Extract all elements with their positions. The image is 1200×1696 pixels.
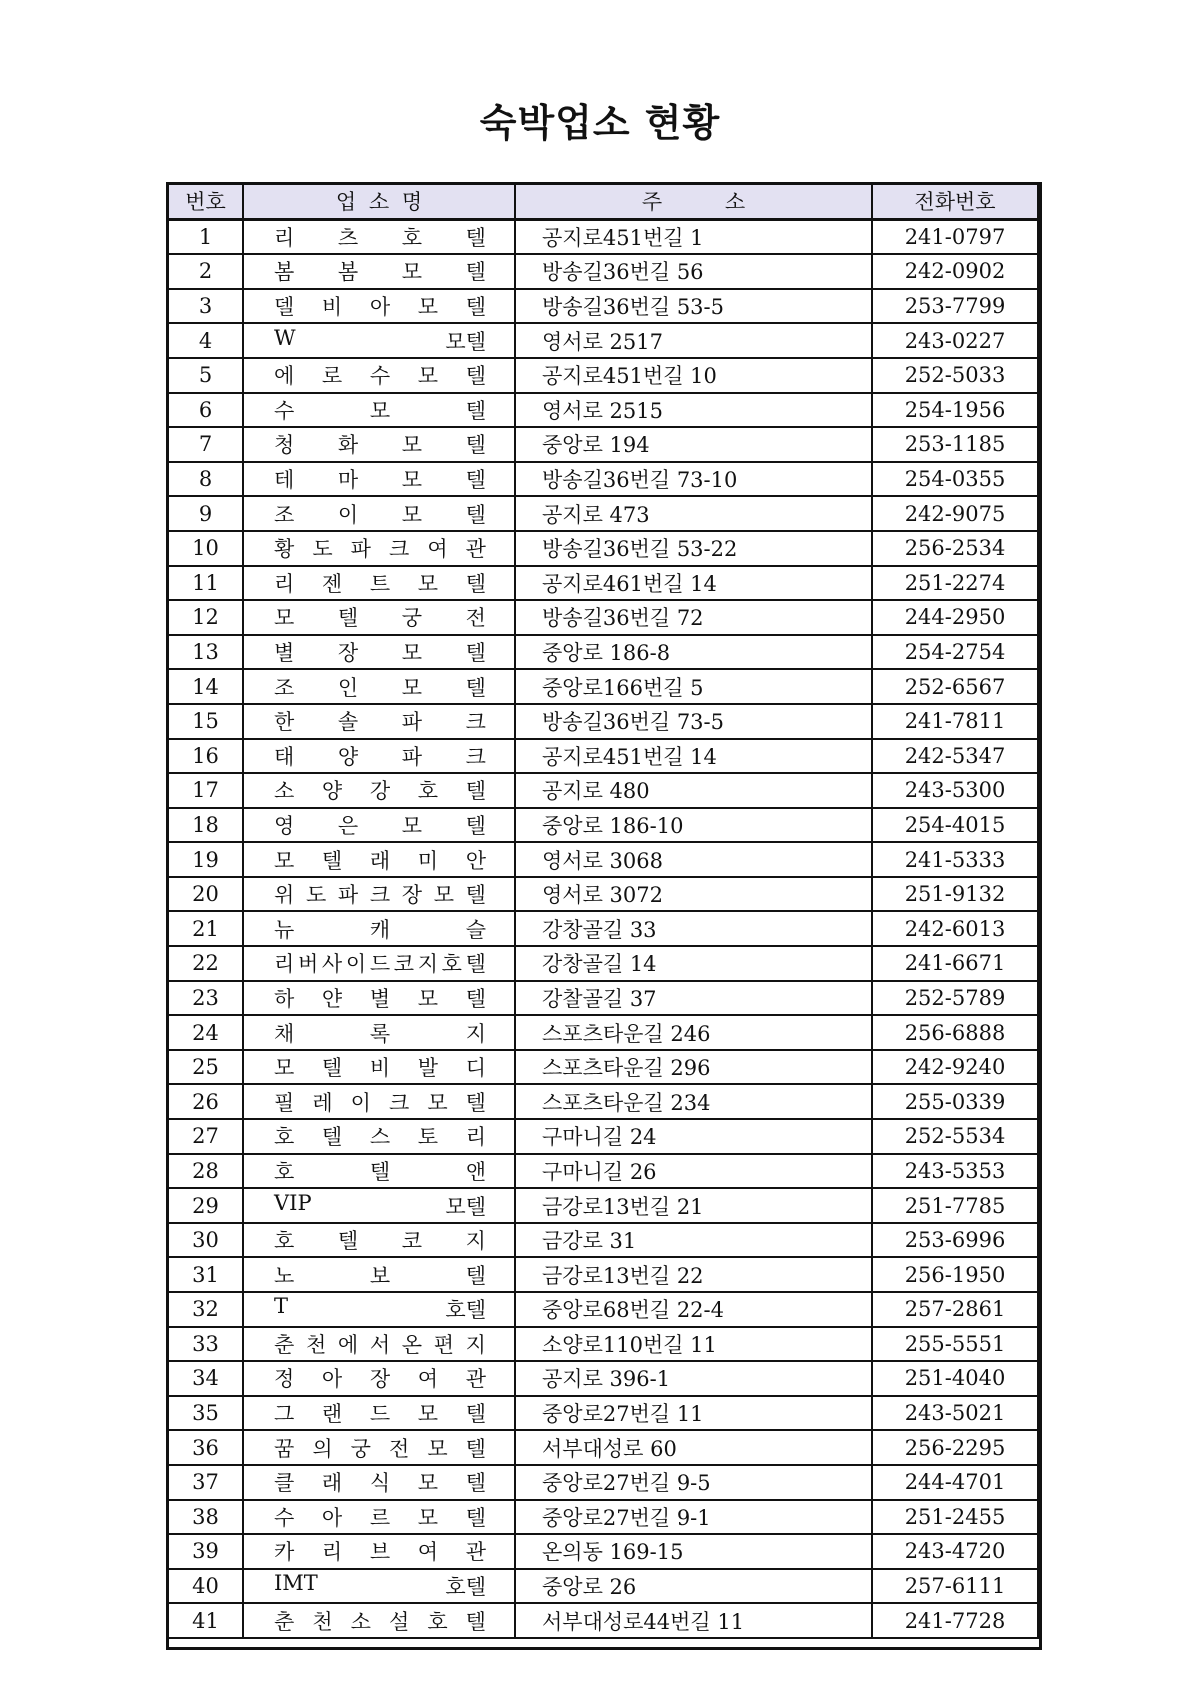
address: 방송길36번길 53-5 [515, 289, 872, 324]
table-row [168, 1119, 1038, 1154]
page-title: 숙박업소 현황 [479, 101, 721, 145]
business-name-text: 춘 천 에 서 온 편 지 [274, 1332, 486, 1357]
business-name [243, 1188, 515, 1223]
business-name-text: 채 록 지 [274, 1021, 486, 1046]
table-row [168, 289, 1038, 324]
business-name [243, 773, 515, 808]
business-name [243, 462, 515, 497]
business-name-text: 한 솔 파 크 [274, 710, 486, 735]
row-number: 15 [168, 704, 243, 739]
table-row [168, 1396, 1038, 1431]
business-name [243, 1603, 515, 1638]
row-number: 26 [168, 1084, 243, 1119]
address: 중앙로 186-10 [515, 808, 872, 843]
table-row [168, 1500, 1038, 1535]
phone-number: 251-9132 [872, 877, 1038, 912]
table-row [168, 1050, 1038, 1085]
phone-number: 244-2950 [872, 600, 1038, 635]
business-name [243, 219, 515, 254]
phone-number: 251-2274 [872, 566, 1038, 601]
address: 공지로 473 [515, 496, 872, 531]
phone-number: 253-7799 [872, 289, 1038, 324]
table-row [168, 1327, 1038, 1362]
business-name-text: 카 리 브 여 관 [274, 1540, 486, 1565]
row-number: 22 [168, 946, 243, 981]
phone-number: 254-0355 [872, 462, 1038, 497]
business-name [243, 1396, 515, 1431]
address: 중앙로 186-8 [515, 635, 872, 670]
phone-number: 251-2455 [872, 1500, 1038, 1535]
address: 스포츠타운길 246 [515, 1015, 872, 1050]
business-name [243, 1154, 515, 1189]
phone-number: 257-6111 [872, 1569, 1038, 1604]
row-number: 7 [168, 427, 243, 462]
table-row [168, 739, 1038, 774]
phone-number: 241-7728 [872, 1603, 1038, 1638]
table-row [168, 981, 1038, 1016]
address: 중앙로 26 [515, 1569, 872, 1604]
row-number: 39 [168, 1534, 243, 1569]
business-name-text: 태 양 파 크 [274, 744, 486, 769]
phone-number: 253-6996 [872, 1223, 1038, 1258]
address: 공지로451번길 10 [515, 358, 872, 393]
phone-number: 252-6567 [872, 669, 1038, 704]
address: 강찰골길 37 [515, 981, 872, 1016]
phone-number: 242-9075 [872, 496, 1038, 531]
row-number: 20 [168, 877, 243, 912]
phone-number: 243-0227 [872, 323, 1038, 358]
row-number: 36 [168, 1430, 243, 1465]
table-row [168, 1430, 1038, 1465]
business-name [243, 981, 515, 1016]
table-row [168, 1154, 1038, 1189]
business-name-text: 위 도 파 크 장 모 텔 [274, 883, 486, 908]
phone-number: 255-0339 [872, 1084, 1038, 1119]
business-name [243, 323, 515, 358]
address: 서부대성로 60 [515, 1430, 872, 1465]
table-row [168, 808, 1038, 843]
table-row [168, 496, 1038, 531]
business-name-text: 호 텔 앤 [274, 1159, 486, 1184]
row-number: 14 [168, 669, 243, 704]
business-name-text: 필 레 이 크 모 텔 [274, 1090, 486, 1115]
column-header-address: 주 소 [515, 184, 872, 219]
table-row [168, 635, 1038, 670]
business-name [243, 531, 515, 566]
table-row [168, 1188, 1038, 1223]
business-name [243, 496, 515, 531]
row-number: 11 [168, 566, 243, 601]
row-number: 18 [168, 808, 243, 843]
phone-number: 254-2754 [872, 635, 1038, 670]
table-row [168, 1257, 1038, 1292]
business-name [243, 1015, 515, 1050]
table-row [168, 1465, 1038, 1500]
phone-number: 256-2295 [872, 1430, 1038, 1465]
business-name-text: 하 얀 별 모 텔 [274, 986, 486, 1011]
table-row [168, 219, 1038, 254]
row-number: 25 [168, 1050, 243, 1085]
row-number: 1 [168, 219, 243, 254]
column-header-number: 번호 [168, 184, 243, 219]
address: 소양로110번길 11 [515, 1327, 872, 1362]
business-name [243, 808, 515, 843]
table-row [168, 1292, 1038, 1327]
phone-number: 243-4720 [872, 1534, 1038, 1569]
address: 금강로13번길 21 [515, 1188, 872, 1223]
table-row [168, 1534, 1038, 1569]
row-number: 31 [168, 1257, 243, 1292]
business-name [243, 1534, 515, 1569]
address: 스포츠타운길 296 [515, 1050, 872, 1085]
phone-number: 241-0797 [872, 219, 1038, 254]
business-name-text: 봄 봄 모 텔 [274, 260, 486, 285]
business-name [243, 842, 515, 877]
table-row [168, 1084, 1038, 1119]
business-name-text: 에 로 수 모 텔 [274, 364, 486, 389]
address: 금강로 31 [515, 1223, 872, 1258]
business-name-text: 호 텔 코 지 [274, 1229, 486, 1254]
address: 구마니길 24 [515, 1119, 872, 1154]
row-number: 12 [168, 600, 243, 635]
business-name-text: VIP 모텔 [274, 1190, 486, 1219]
table-row [168, 1361, 1038, 1396]
business-name-text: 황 도 파 크 여 관 [274, 537, 486, 562]
business-name-text: 꿈 의 궁 전 모 텔 [274, 1436, 486, 1461]
table-row [168, 946, 1038, 981]
row-number: 29 [168, 1188, 243, 1223]
table-row [168, 1603, 1038, 1638]
address: 스포츠타운길 234 [515, 1084, 872, 1119]
business-name-text: 모 텔 비 발 디 [274, 1056, 486, 1081]
phone-number: 242-5347 [872, 739, 1038, 774]
business-name [243, 877, 515, 912]
business-name-text: 노 보 텔 [274, 1263, 486, 1288]
address: 공지로 480 [515, 773, 872, 808]
business-name-text: 모 텔 래 미 안 [274, 848, 486, 873]
business-name-text: 별 장 모 텔 [274, 641, 486, 666]
address: 영서로 3068 [515, 842, 872, 877]
table-row [168, 669, 1038, 704]
phone-number: 252-5033 [872, 358, 1038, 393]
address: 방송길36번길 73-10 [515, 462, 872, 497]
phone-number: 244-4701 [872, 1465, 1038, 1500]
row-number: 27 [168, 1119, 243, 1154]
business-name [243, 1465, 515, 1500]
business-name [243, 911, 515, 946]
address: 방송길36번길 73-5 [515, 704, 872, 739]
table-row [168, 704, 1038, 739]
phone-number: 242-0902 [872, 254, 1038, 289]
business-name [243, 1430, 515, 1465]
phone-number: 241-6671 [872, 946, 1038, 981]
business-name-text: 청 화 모 텔 [274, 433, 486, 458]
business-name-text: W 모텔 [274, 325, 486, 354]
address: 방송길36번길 56 [515, 254, 872, 289]
row-number: 32 [168, 1292, 243, 1327]
phone-number: 252-5789 [872, 981, 1038, 1016]
row-number: 6 [168, 393, 243, 428]
business-name [243, 946, 515, 981]
phone-number: 254-4015 [872, 808, 1038, 843]
table-row [168, 600, 1038, 635]
business-name [243, 1050, 515, 1085]
business-name-text: 뉴 캐 슬 [274, 917, 486, 942]
column-header-phone: 전화번호 [872, 184, 1038, 219]
business-name-text: 모 텔 궁 전 [274, 606, 486, 631]
address: 방송길36번길 53-22 [515, 531, 872, 566]
address: 중앙로27번길 9-5 [515, 1465, 872, 1500]
business-name-text: 리 츠 호 텔 [274, 225, 486, 250]
business-name [243, 600, 515, 635]
business-name-text: 수 아 르 모 텔 [274, 1505, 486, 1530]
business-name [243, 1257, 515, 1292]
row-number: 23 [168, 981, 243, 1016]
lodging-table [167, 183, 1039, 1639]
business-name [243, 1223, 515, 1258]
address: 공지로451번길 1 [515, 219, 872, 254]
address: 강창골길 33 [515, 911, 872, 946]
phone-number: 255-5551 [872, 1327, 1038, 1362]
business-name [243, 669, 515, 704]
business-name-text: 정 아 장 여 관 [274, 1367, 486, 1392]
business-name-text: 조 인 모 텔 [274, 675, 486, 700]
business-name [243, 1361, 515, 1396]
business-name-text: 호 텔 스 토 리 [274, 1125, 486, 1150]
address: 중앙로166번길 5 [515, 669, 872, 704]
business-name [243, 704, 515, 739]
address: 방송길36번길 72 [515, 600, 872, 635]
row-number: 30 [168, 1223, 243, 1258]
table-row [168, 1569, 1038, 1604]
phone-number: 243-5300 [872, 773, 1038, 808]
address: 공지로 396-1 [515, 1361, 872, 1396]
phone-number: 241-7811 [872, 704, 1038, 739]
business-name-text: 소 양 강 호 텔 [274, 779, 486, 804]
row-number: 28 [168, 1154, 243, 1189]
address: 강창골길 14 [515, 946, 872, 981]
table-body [168, 219, 1038, 1638]
table-row [168, 427, 1038, 462]
row-number: 2 [168, 254, 243, 289]
business-name [243, 254, 515, 289]
business-name-text: 그 랜 드 모 텔 [274, 1402, 486, 1427]
address: 영서로 2517 [515, 323, 872, 358]
row-number: 4 [168, 323, 243, 358]
table-row [168, 393, 1038, 428]
address: 중앙로27번길 9-1 [515, 1500, 872, 1535]
address: 서부대성로44번길 11 [515, 1603, 872, 1638]
business-name [243, 427, 515, 462]
row-number: 35 [168, 1396, 243, 1431]
row-number: 17 [168, 773, 243, 808]
address: 공지로461번길 14 [515, 566, 872, 601]
address: 영서로 2515 [515, 393, 872, 428]
row-number: 38 [168, 1500, 243, 1535]
phone-number: 243-5021 [872, 1396, 1038, 1431]
business-name [243, 739, 515, 774]
table-row [168, 1223, 1038, 1258]
business-name-text: 테 마 모 텔 [274, 468, 486, 493]
table-row [168, 911, 1038, 946]
row-number: 33 [168, 1327, 243, 1362]
phone-number: 242-9240 [872, 1050, 1038, 1085]
business-name-text: T 호텔 [274, 1294, 486, 1323]
business-name [243, 1084, 515, 1119]
row-number: 40 [168, 1569, 243, 1604]
business-name [243, 566, 515, 601]
row-number: 37 [168, 1465, 243, 1500]
phone-number: 251-7785 [872, 1188, 1038, 1223]
phone-number: 252-5534 [872, 1119, 1038, 1154]
address: 공지로451번길 14 [515, 739, 872, 774]
row-number: 34 [168, 1361, 243, 1396]
address: 금강로13번길 22 [515, 1257, 872, 1292]
address: 중앙로 194 [515, 427, 872, 462]
phone-number: 243-5353 [872, 1154, 1038, 1189]
row-number: 19 [168, 842, 243, 877]
business-name-text: 클 래 식 모 텔 [274, 1471, 486, 1496]
business-name [243, 289, 515, 324]
address: 중앙로27번길 11 [515, 1396, 872, 1431]
phone-number: 256-2534 [872, 531, 1038, 566]
column-header-business-name: 업 소 명 [243, 184, 515, 219]
phone-number: 242-6013 [872, 911, 1038, 946]
business-name-text: IMT 호텔 [274, 1571, 486, 1600]
table-row [168, 842, 1038, 877]
business-name-text: 영 은 모 텔 [274, 813, 486, 838]
phone-number: 241-5333 [872, 842, 1038, 877]
business-name [243, 393, 515, 428]
row-number: 10 [168, 531, 243, 566]
business-name-text: 조 이 모 텔 [274, 502, 486, 527]
business-name-text: 델 비 아 모 텔 [274, 295, 486, 320]
business-name [243, 635, 515, 670]
row-number: 41 [168, 1603, 243, 1638]
business-name [243, 358, 515, 393]
business-name-text: 춘 천 소 설 호 텔 [274, 1609, 486, 1634]
table-row [168, 531, 1038, 566]
phone-number: 257-2861 [872, 1292, 1038, 1327]
table-row [168, 566, 1038, 601]
phone-number: 251-4040 [872, 1361, 1038, 1396]
address: 온의동 169-15 [515, 1534, 872, 1569]
row-number: 9 [168, 496, 243, 531]
phone-number: 256-6888 [872, 1015, 1038, 1050]
address: 중앙로68번길 22-4 [515, 1292, 872, 1327]
business-name-text: 리 버 사 이 드 코 지 호 텔 [274, 952, 486, 977]
row-number: 24 [168, 1015, 243, 1050]
business-name [243, 1119, 515, 1154]
phone-number: 253-1185 [872, 427, 1038, 462]
address: 영서로 3072 [515, 877, 872, 912]
row-number: 5 [168, 358, 243, 393]
business-name [243, 1327, 515, 1362]
table-row [168, 254, 1038, 289]
table-row [168, 773, 1038, 808]
business-name [243, 1292, 515, 1327]
table-row [168, 358, 1038, 393]
row-number: 8 [168, 462, 243, 497]
business-name [243, 1569, 515, 1604]
table-row [168, 462, 1038, 497]
row-number: 21 [168, 911, 243, 946]
phone-number: 254-1956 [872, 393, 1038, 428]
row-number: 13 [168, 635, 243, 670]
table-row [168, 323, 1038, 358]
address: 구마니길 26 [515, 1154, 872, 1189]
row-number: 3 [168, 289, 243, 324]
business-name-text: 리 젠 트 모 텔 [274, 571, 486, 596]
table-row [168, 877, 1038, 912]
header-row [168, 184, 1038, 219]
business-name-text: 수 모 텔 [274, 398, 486, 423]
table-row [168, 1015, 1038, 1050]
business-name [243, 1500, 515, 1535]
row-number: 16 [168, 739, 243, 774]
phone-number: 256-1950 [872, 1257, 1038, 1292]
